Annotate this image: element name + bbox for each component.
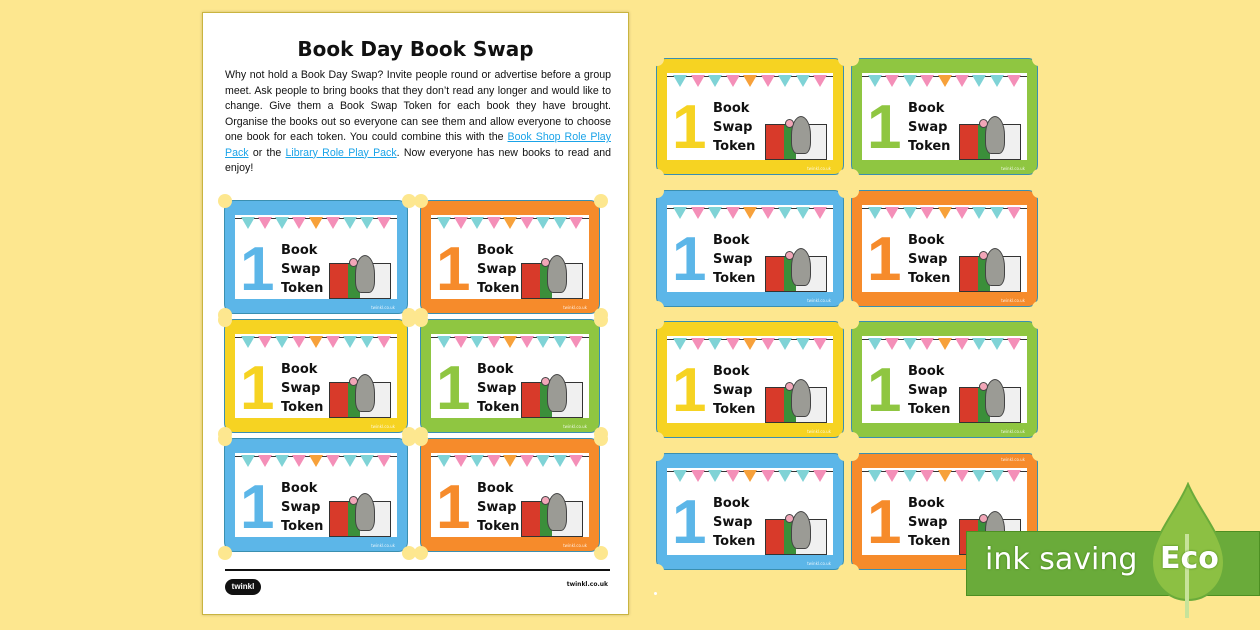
bunting-flag	[903, 207, 917, 219]
mouse-icon	[791, 379, 811, 417]
bunting-flag	[292, 455, 306, 467]
bunting-flag	[343, 336, 357, 348]
bunting-flag	[503, 336, 517, 348]
bunting-flag	[885, 75, 899, 87]
bunting-flag	[292, 217, 306, 229]
token-number: 1	[672, 487, 707, 555]
token-number: 1	[436, 473, 471, 537]
mouse-icon	[547, 493, 567, 531]
mouse-icon	[791, 511, 811, 549]
ticket-notch	[845, 184, 859, 198]
bunting-flag	[955, 338, 969, 350]
ticket-notch	[845, 447, 859, 461]
token-url: twinkl.co.uk	[563, 424, 587, 429]
mouse-ear-icon	[979, 119, 988, 128]
token-url: twinkl.co.uk	[1001, 166, 1025, 171]
bunting-flag	[813, 207, 827, 219]
bunting	[868, 338, 1021, 354]
ticket-notch	[414, 313, 428, 327]
instructions-text: Why not hold a Book Day Swap? Invite people round or advertise before a group meet. Ask people to bring books that they don’t read any longer and would like to change. Give them a Book Swap Token for each book they have brought. Organise the books out so everyone can see them and allow everyone to choose one book for each token. You could combine this with the Book Shop Role Play Pack or the Library Role Play Pack. Now everyone has new books to read and enjoy!	[225, 69, 611, 174]
token-number: 1	[672, 93, 707, 160]
bunting-flag	[761, 338, 775, 350]
footer-url: twinkl.co.uk	[566, 581, 608, 588]
bunting-flag	[938, 470, 952, 482]
token-panel	[431, 215, 589, 299]
bunting-flag	[553, 217, 567, 229]
bunting-flag	[553, 455, 567, 467]
token-panel	[667, 468, 833, 555]
token-url: twinkl.co.uk	[807, 429, 831, 434]
bunting-flag	[796, 207, 810, 219]
bunting-flag	[503, 217, 517, 229]
token-panel	[235, 453, 397, 537]
bunting-flag	[673, 75, 687, 87]
token-number: 1	[240, 235, 275, 299]
bunting-flag	[673, 470, 687, 482]
ticket-notch	[218, 432, 232, 446]
ticket-notch	[594, 546, 608, 560]
token-number: 1	[672, 356, 707, 423]
token-number: 1	[867, 224, 902, 292]
token-url: twinkl.co.uk	[1001, 297, 1025, 303]
mouse-icon	[791, 248, 811, 286]
bunting-flag	[569, 217, 583, 229]
page-title: Book Day Book Swap	[297, 37, 534, 61]
token-words: Book Swap Token	[477, 481, 520, 534]
mouse-ear-icon	[349, 377, 358, 386]
bunting-flag	[258, 455, 272, 467]
ticket-notch	[650, 315, 664, 329]
token-words: Book Swap Token	[908, 101, 951, 154]
mouse-ear-icon	[785, 514, 794, 523]
token-words: Book Swap Token	[908, 232, 951, 286]
bunting-flag	[1007, 207, 1021, 219]
mouse-ear-icon	[541, 377, 550, 386]
mouse-ear-icon	[349, 496, 358, 505]
bunting-flag	[520, 455, 534, 467]
mouse-icon	[791, 116, 811, 154]
mouse-ear-icon	[541, 496, 550, 505]
token-panel	[235, 215, 397, 299]
mouse-reading-illustration	[521, 485, 585, 537]
ticket-notch	[845, 169, 859, 183]
bunting-flag	[309, 455, 323, 467]
ticket-notch	[650, 432, 664, 446]
token-number: 1	[867, 356, 902, 423]
bunting-flag	[520, 336, 534, 348]
bunting-flag	[241, 455, 255, 467]
bunting-flag	[673, 207, 687, 219]
bunting-flag	[778, 470, 792, 482]
mouse-reading-illustration	[765, 371, 829, 423]
ticket-notch	[650, 184, 664, 198]
book-swap-token	[656, 453, 844, 570]
token-number: 1	[436, 354, 471, 418]
bunting-flag	[536, 217, 550, 229]
token-panel	[235, 334, 397, 418]
token-words: Book Swap Token	[908, 495, 951, 549]
ticket-notch	[650, 564, 664, 578]
bunting-flag	[454, 217, 468, 229]
bunting-flag	[761, 75, 775, 87]
bunting-flag	[813, 338, 827, 350]
bunting-flag	[708, 338, 722, 350]
token-words: Book Swap Token	[713, 232, 756, 286]
bunting	[868, 75, 1021, 91]
token-words: Book Swap Token	[477, 243, 520, 296]
mouse-ear-icon	[979, 382, 988, 391]
bunting-flag	[778, 75, 792, 87]
token-words: Book Swap Token	[477, 362, 520, 415]
bunting	[437, 336, 583, 352]
bunting-flag	[454, 455, 468, 467]
bunting-flag	[972, 470, 986, 482]
ticket-notch	[218, 546, 232, 560]
bunting-flag	[726, 207, 740, 219]
mouse-ear-icon	[979, 251, 988, 260]
book-swap-token	[656, 58, 844, 175]
bunting-flag	[778, 207, 792, 219]
token-panel	[862, 73, 1027, 160]
token-words: Book Swap Token	[713, 101, 756, 154]
token-url: twinkl.co.uk	[1001, 456, 1025, 462]
bunting-flag	[1007, 470, 1021, 482]
bunting-flag	[258, 217, 272, 229]
bunting-flag	[292, 336, 306, 348]
token-panel	[862, 205, 1027, 292]
token-url: twinkl.co.uk	[563, 305, 587, 310]
token-url: twinkl.co.uk	[563, 543, 587, 548]
bunting-flag	[503, 455, 517, 467]
book-swap-token	[851, 190, 1038, 307]
bunting-flag	[990, 338, 1004, 350]
bunting-flag	[360, 455, 374, 467]
bunting-flag	[920, 207, 934, 219]
bunting-flag	[796, 338, 810, 350]
bunting-flag	[990, 75, 1004, 87]
bunting-flag	[360, 217, 374, 229]
bunting-flag	[275, 217, 289, 229]
bunting-flag	[972, 207, 986, 219]
ticket-notch	[650, 52, 664, 66]
bunting-flag	[708, 75, 722, 87]
ticket-notch	[1032, 447, 1046, 461]
mouse-ear-icon	[541, 258, 550, 267]
book-swap-token	[224, 319, 408, 433]
bunting-flag	[691, 75, 705, 87]
ticket-notch	[650, 447, 664, 461]
token-words: Book Swap Token	[281, 481, 324, 534]
token-number: 1	[867, 487, 902, 555]
bunting-flag	[796, 470, 810, 482]
bunting-flag	[326, 336, 340, 348]
mouse-reading-illustration	[329, 366, 393, 418]
token-words: Book Swap Token	[713, 495, 756, 549]
mouse-ear-icon	[785, 251, 794, 260]
bunting-flag	[470, 455, 484, 467]
bunting-flag	[309, 217, 323, 229]
mouse-ear-icon	[785, 382, 794, 391]
book-swap-token	[656, 321, 844, 438]
token-panel	[667, 336, 833, 423]
mouse-reading-illustration	[959, 240, 1023, 292]
bunting-flag	[972, 338, 986, 350]
bunting-flag	[868, 470, 882, 482]
ticket-notch	[650, 301, 664, 315]
mouse-reading-illustration	[521, 366, 585, 418]
mouse-reading-illustration	[521, 247, 585, 299]
bunting-flag	[569, 336, 583, 348]
bunting-flag	[726, 75, 740, 87]
bunting-flag	[241, 217, 255, 229]
bunting-flag	[796, 75, 810, 87]
ticket-notch	[845, 432, 859, 446]
bunting-flag	[920, 75, 934, 87]
ticket-notch	[594, 194, 608, 208]
token-panel	[431, 453, 589, 537]
bunting-flag	[726, 470, 740, 482]
bunting-flag	[673, 338, 687, 350]
bunting-flag	[938, 207, 952, 219]
ticket-notch	[218, 313, 232, 327]
ticket-notch	[845, 564, 859, 578]
ticket-notch	[1032, 52, 1046, 66]
bunting-flag	[955, 75, 969, 87]
token-url: twinkl.co.uk	[371, 543, 395, 548]
bunting-flag	[377, 455, 391, 467]
token-panel	[667, 73, 833, 160]
bunting-flag	[275, 455, 289, 467]
bunting-flag	[691, 470, 705, 482]
token-url: twinkl.co.uk	[371, 424, 395, 429]
bunting-flag	[470, 217, 484, 229]
token-number: 1	[672, 224, 707, 292]
ticket-notch	[845, 301, 859, 315]
bunting-flag	[955, 207, 969, 219]
mouse-icon	[355, 374, 375, 412]
bunting-flag	[903, 338, 917, 350]
bunting-flag	[275, 336, 289, 348]
bunting	[241, 217, 391, 233]
mouse-icon	[985, 248, 1005, 286]
ticket-notch	[1032, 432, 1046, 446]
book-swap-token	[224, 200, 408, 314]
ticket-notch	[845, 315, 859, 329]
bunting-flag	[778, 338, 792, 350]
ticket-notch	[594, 432, 608, 446]
bunting	[437, 217, 583, 233]
ink-saving-text: ink saving	[985, 542, 1138, 577]
bunting-flag	[553, 336, 567, 348]
mouse-reading-illustration	[765, 240, 829, 292]
bunting-flag	[343, 217, 357, 229]
bunting-flag	[990, 470, 1004, 482]
book-swap-token	[420, 438, 600, 552]
token-panel	[667, 205, 833, 292]
token-number: 1	[240, 354, 275, 418]
ticket-notch	[218, 194, 232, 208]
bunting-flag	[437, 336, 451, 348]
footer-divider	[225, 569, 610, 571]
mouse-icon	[355, 493, 375, 531]
ticket-notch	[1032, 169, 1046, 183]
bunting-flag	[520, 217, 534, 229]
eco-label: Eco	[1160, 541, 1219, 576]
bunting-flag	[743, 470, 757, 482]
token-words: Book Swap Token	[713, 364, 756, 417]
bunting	[673, 470, 827, 486]
bunting-flag	[743, 338, 757, 350]
token-panel	[862, 336, 1027, 423]
bunting	[673, 207, 827, 223]
mouse-icon	[985, 379, 1005, 417]
bunting-flag	[903, 75, 917, 87]
bunting	[673, 75, 827, 91]
token-panel	[431, 334, 589, 418]
bunting-flag	[726, 338, 740, 350]
token-url: twinkl.co.uk	[1001, 429, 1025, 434]
bunting	[868, 470, 1021, 486]
book-swap-token	[851, 321, 1038, 438]
token-words: Book Swap Token	[908, 364, 951, 417]
token-words: Book Swap Token	[281, 362, 324, 415]
token-number: 1	[867, 93, 902, 160]
bunting	[673, 338, 827, 354]
bunting-flag	[938, 338, 952, 350]
ticket-notch	[414, 194, 428, 208]
bunting-flag	[487, 336, 501, 348]
bunting-flag	[241, 336, 255, 348]
token-url: twinkl.co.uk	[807, 560, 831, 566]
book-swap-token	[656, 190, 844, 307]
book-swap-token	[420, 319, 600, 433]
bunting-flag	[743, 75, 757, 87]
ticket-notch	[845, 52, 859, 66]
bunting-flag	[903, 470, 917, 482]
bunting	[241, 336, 391, 352]
bunting-flag	[743, 207, 757, 219]
bunting-flag	[868, 75, 882, 87]
bunting-flag	[437, 455, 451, 467]
bunting-flag	[326, 455, 340, 467]
bunting-flag	[708, 207, 722, 219]
book-swap-token	[420, 200, 600, 314]
mouse-reading-illustration	[765, 503, 829, 555]
book-swap-token	[224, 438, 408, 552]
bunting-flag	[813, 75, 827, 87]
bunting-flag	[487, 217, 501, 229]
bunting-flag	[920, 338, 934, 350]
bunting-flag	[708, 470, 722, 482]
token-number: 1	[240, 473, 275, 537]
mouse-icon	[547, 255, 567, 293]
bunting-flag	[454, 336, 468, 348]
ticket-notch	[414, 546, 428, 560]
mouse-icon	[547, 374, 567, 412]
bunting-flag	[377, 217, 391, 229]
mouse-ear-icon	[349, 258, 358, 267]
bunting-flag	[437, 217, 451, 229]
ticket-notch	[1032, 184, 1046, 198]
bunting-flag	[885, 207, 899, 219]
ticket-notch	[650, 169, 664, 183]
bunting-flag	[470, 336, 484, 348]
token-url: twinkl.co.uk	[807, 166, 831, 171]
bunting-flag	[920, 470, 934, 482]
ticket-notch	[1032, 315, 1046, 329]
bunting	[241, 455, 391, 471]
bunting-flag	[972, 75, 986, 87]
bunting-flag	[326, 217, 340, 229]
bunting	[437, 455, 583, 471]
bunting-flag	[343, 455, 357, 467]
token-words: Book Swap Token	[281, 243, 324, 296]
token-url: twinkl.co.uk	[371, 305, 395, 310]
bunting-flag	[761, 470, 775, 482]
bunting-flag	[536, 455, 550, 467]
bunting-flag	[885, 470, 899, 482]
bunting	[868, 207, 1021, 223]
bunting-flag	[487, 455, 501, 467]
book-swap-token	[851, 58, 1038, 175]
mouse-ear-icon	[979, 514, 988, 523]
mouse-icon	[985, 116, 1005, 154]
bunting-flag	[938, 75, 952, 87]
twinkl-logo: twinkl	[225, 579, 261, 595]
bunting-flag	[691, 338, 705, 350]
mouse-reading-illustration	[765, 108, 829, 160]
mouse-reading-illustration	[329, 485, 393, 537]
token-url: twinkl.co.uk	[807, 297, 831, 303]
library-link[interactable]: Library Role Play Pack	[285, 146, 397, 159]
bunting-flag	[258, 336, 272, 348]
mouse-icon	[355, 255, 375, 293]
ticket-notch	[594, 313, 608, 327]
bunting-flag	[309, 336, 323, 348]
token-number: 1	[436, 235, 471, 299]
bunting-flag	[761, 207, 775, 219]
book-shop-link[interactable]: Book Shop Role Play Pack	[225, 131, 611, 159]
bunting-flag	[377, 336, 391, 348]
bunting-flag	[813, 470, 827, 482]
bunting-flag	[955, 470, 969, 482]
bunting-flag	[868, 207, 882, 219]
mouse-reading-illustration	[959, 371, 1023, 423]
bunting-flag	[569, 455, 583, 467]
mouse-ear-icon	[785, 119, 794, 128]
bunting-flag	[885, 338, 899, 350]
bunting-flag	[990, 207, 1004, 219]
bunting-flag	[1007, 75, 1021, 87]
ticket-notch	[414, 432, 428, 446]
mouse-reading-illustration	[329, 247, 393, 299]
decorative-dot	[654, 592, 657, 595]
bunting-flag	[536, 336, 550, 348]
bunting-flag	[868, 338, 882, 350]
mouse-reading-illustration	[959, 108, 1023, 160]
bunting-flag	[1007, 338, 1021, 350]
bunting-flag	[691, 207, 705, 219]
ticket-notch	[1032, 301, 1046, 315]
bunting-flag	[360, 336, 374, 348]
